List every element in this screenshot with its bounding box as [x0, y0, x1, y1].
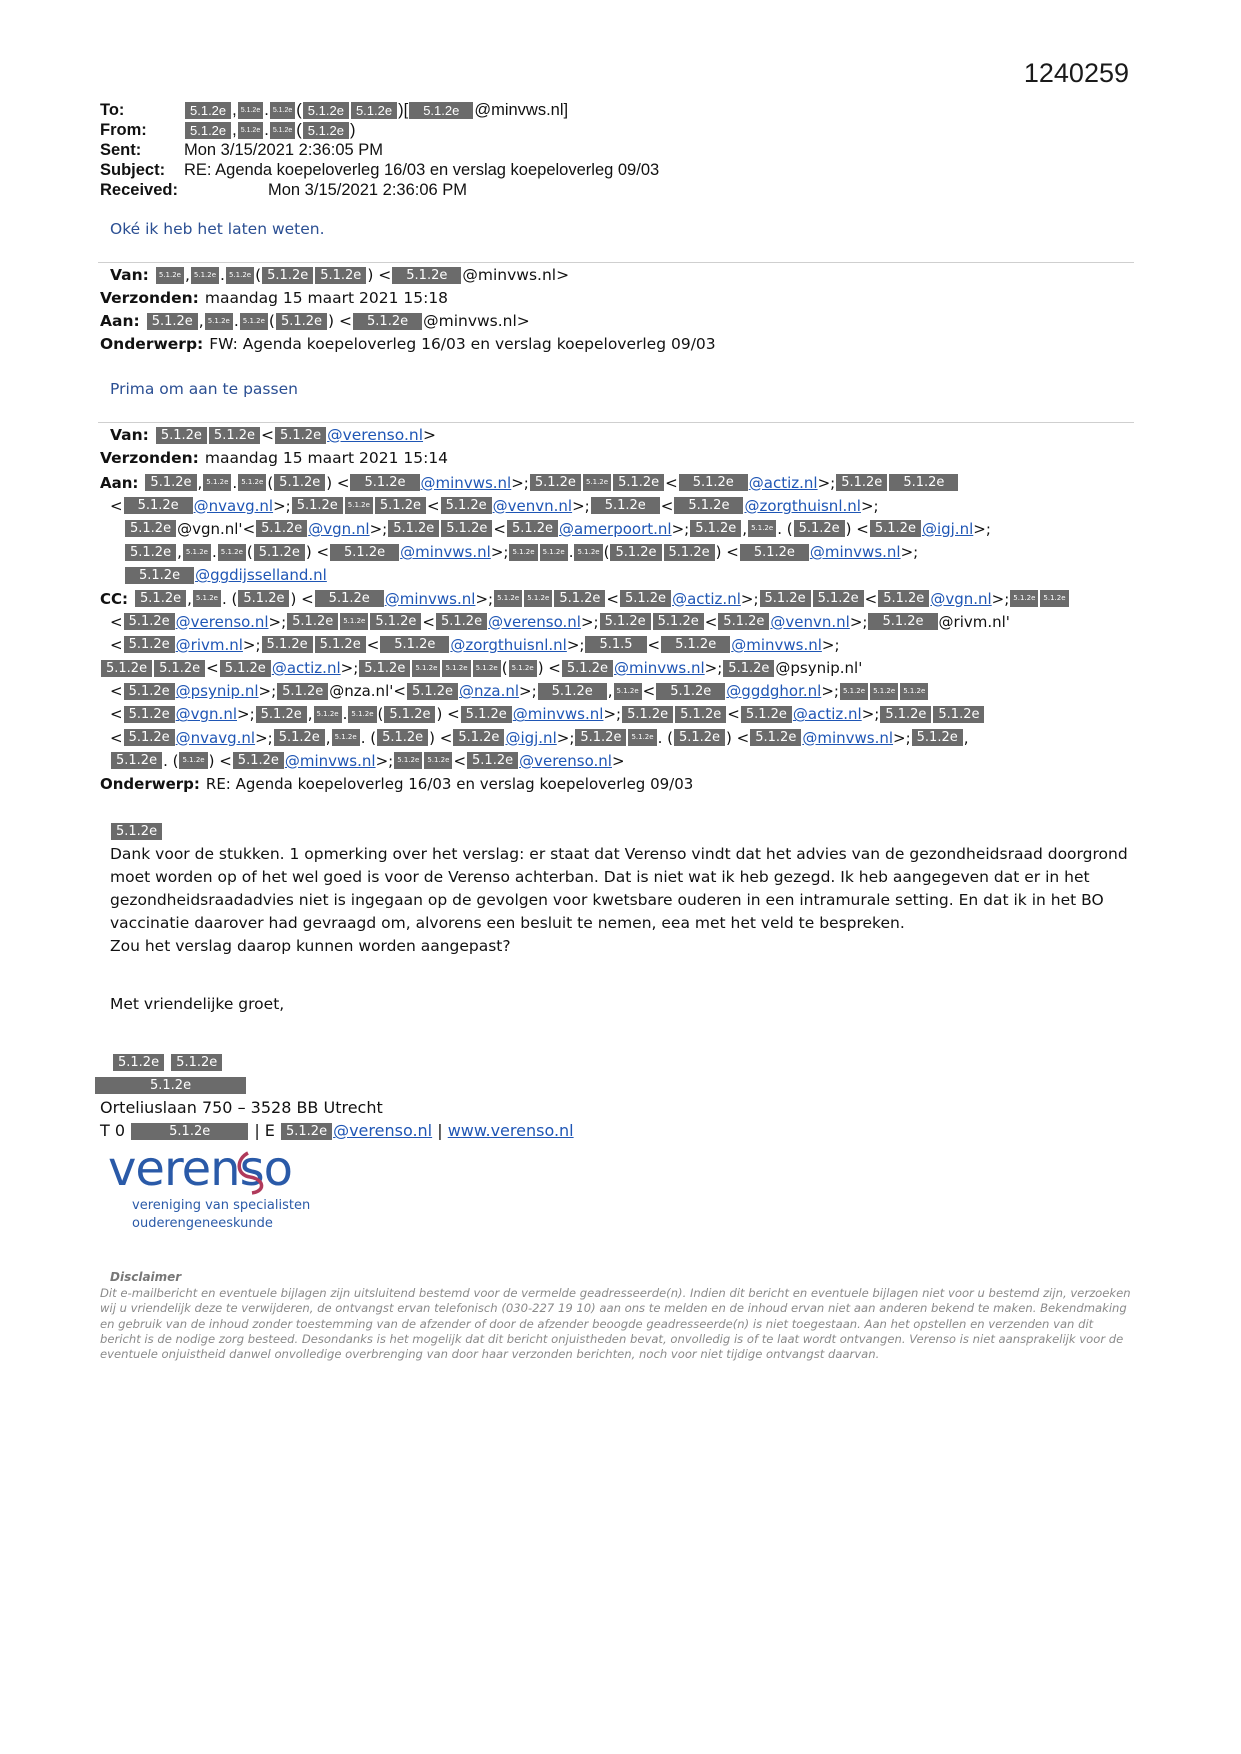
redaction: 5.1.2e: [591, 497, 660, 514]
redaction: 5.1.2e: [156, 427, 207, 444]
redaction: 5.1.2e: [436, 613, 487, 630]
verzonden-value: maandag 15 maart 2021 15:18: [204, 289, 449, 307]
onderwerp-label: Onderwerp:: [100, 775, 200, 794]
redaction: 5.1.2e: [524, 590, 552, 607]
redaction: 5.1.2e: [345, 497, 373, 514]
divider: [98, 422, 1134, 423]
sent-label: Sent:: [100, 141, 142, 159]
redaction: 5.1.2e: [1010, 590, 1038, 607]
email-header: [100, 100, 659, 200]
redaction: 5.1.2e: [145, 474, 196, 491]
redaction: 5.1.2e: [125, 567, 194, 584]
redaction: 5.1.2e: [171, 1054, 222, 1071]
van-domain: @minvws.nl>: [462, 266, 570, 284]
redaction: 5.1.2e: [340, 613, 368, 630]
redaction: 5.1.2e: [154, 660, 205, 677]
email-link[interactable]: @verenso.nl: [175, 612, 269, 631]
van-email-link[interactable]: @verenso.nl: [327, 426, 424, 444]
redaction: 5.1.2e: [262, 636, 313, 653]
email-link[interactable]: @actiz.nl: [792, 705, 862, 724]
redaction: 5.1.2e: [412, 660, 440, 677]
redaction: 5.1.2e: [287, 613, 338, 630]
email-link[interactable]: @verenso.nl: [519, 751, 612, 770]
redaction: 5.1.2e: [281, 1123, 332, 1140]
redaction: 5.1.2e: [303, 102, 349, 119]
redaction: 5.1.2e: [760, 590, 811, 607]
redaction: 5.1.2e: [718, 613, 769, 630]
redaction: 5.1.2e: [509, 660, 537, 677]
redaction: 5.1.2e: [185, 122, 231, 139]
forwarded-header-2: Van: 5.1.2e 5.1.2e < 5.1.2e @verenso.nl > Verzonden: maandag 15 maart 2021 15:14: [100, 424, 448, 470]
redaction: 5.1.2e: [275, 427, 326, 444]
email-link[interactable]: @minvws.nl: [284, 751, 376, 770]
email-link[interactable]: @minvws.nl: [420, 473, 512, 492]
redaction: 5.1.2e: [111, 823, 162, 840]
redaction: 5.1.2e: [613, 474, 664, 491]
redaction: 5.1.2e: [203, 474, 231, 491]
redaction: 5.1.2e: [315, 590, 384, 607]
redaction: 5.1.2e: [574, 544, 602, 561]
redaction: 5.1.2e: [392, 267, 461, 284]
divider: [98, 262, 1134, 263]
redaction: 5.1.2e: [467, 752, 518, 769]
redaction: 5.1.2e: [147, 313, 198, 330]
redaction: 5.1.2e: [540, 544, 568, 561]
redaction: 5.1.2e: [277, 683, 328, 700]
header-from-row: From: 5.1.2e , 5.1.2e . 5.1.2e ( 5.1.2e ): [100, 121, 356, 139]
redaction: 5.1.2e: [380, 636, 449, 653]
redaction: 5.1.2e: [583, 474, 611, 491]
redaction: 5.1.2e: [600, 613, 651, 630]
redaction: 5.1.2e: [674, 729, 725, 746]
subject-value: RE: Agenda koepeloverleg 16/03 en verslag koepeloverleg 09/03: [184, 161, 660, 179]
redaction: 5.1.2e: [191, 267, 219, 284]
email-link[interactable]: @nza.nl: [459, 682, 520, 701]
signature-email-link[interactable]: @verenso.nl: [333, 1121, 433, 1140]
sent-value: Mon 3/15/2021 2:36:05 PM: [184, 141, 384, 159]
redaction: 5.1.2e: [377, 729, 428, 746]
redaction: 5.1.2e: [131, 1123, 248, 1140]
body-greeting: Met vriendelijke groet,: [110, 995, 285, 1013]
aan-label: Aan:: [100, 473, 139, 492]
redaction: 5.1.2e: [370, 613, 421, 630]
redaction: 5.1.2e: [794, 520, 845, 537]
redaction: 5.1.2e: [628, 729, 656, 746]
redaction: 5.1.2e: [111, 752, 162, 769]
email-prefix: | E: [254, 1121, 275, 1140]
disclaimer-title: Disclaimer: [110, 1270, 182, 1284]
redaction: 5.1.2e: [622, 706, 673, 723]
redaction: 5.1.2e: [256, 706, 307, 723]
header-to-row: To: 5.1.2e , 5.1.2e . 5.1.2e ( 5.1.2e 5.1.2e )[ 5.1.2e @minvws.nl]: [100, 101, 569, 119]
aan-domain: @minvws.nl>: [423, 312, 530, 330]
redaction: 5.1.2e: [135, 590, 186, 607]
verenso-logo: [108, 1141, 328, 1233]
body-question: Zou het verslag daarop kunnen worden aangepast?: [110, 937, 511, 955]
redaction: 5.1.2e: [124, 613, 175, 630]
verzonden-value: maandag 15 maart 2021 15:14: [204, 449, 449, 467]
redaction: 5.1.2e: [836, 474, 887, 491]
email-link[interactable]: @rivm.nl: [175, 635, 243, 654]
redaction: 5.1.2e: [424, 752, 452, 769]
redaction: 5.1.2e: [388, 520, 439, 537]
onderwerp-label: Onderwerp:: [100, 335, 204, 353]
redaction: 5.1.2e: [900, 683, 928, 700]
email-plain: @psynip.nl': [775, 659, 863, 678]
redaction: 5.1.2e: [274, 474, 325, 491]
redaction: 5.1.2e: [332, 729, 360, 746]
onderwerp-value: RE: Agenda koepeloverleg 16/03 en verslag koepeloverleg 09/03: [205, 775, 694, 794]
body-paragraph: Dank voor de stukken. 1 opmerking over het verslag: er staat dat Verenso vindt dat het advies van de gezondheidsraad doorgrond moet worden op of het wel goed is voor de Verenso achterban. Dat is niet wat ik heb gezegd. Ik heb aangegeven dat er in het gezondheidsraadadvies niet is ingegaan op de gevolgen voor kwetsbare ouderen in een intramurale setting. En dat ik in het BO vaccinatie daarover had gevraagd om, alvorens een besluit te nemen, eea met het veld te bespreken.: [110, 845, 1128, 932]
email-link[interactable]: @vgn.nl: [308, 519, 370, 538]
email-link[interactable]: @actiz.nl: [748, 473, 818, 492]
email-link[interactable]: @venvn.nl: [492, 496, 573, 515]
redaction: 5.1.2e: [314, 706, 342, 723]
redaction: 5.1.2e: [254, 544, 305, 561]
redaction: 5.1.2e: [679, 474, 748, 491]
redaction: 5.1.2e: [359, 660, 410, 677]
email-plain: @vgn.nl': [177, 519, 243, 538]
reply-text-2: Prima om aan te passen: [110, 380, 298, 398]
redaction: 5.1.2e: [562, 660, 613, 677]
redaction: 5.1.2e: [880, 706, 931, 723]
redaction: 5.1.2e: [238, 474, 266, 491]
received-value: Mon 3/15/2021 2:36:06 PM: [268, 181, 468, 199]
email-link[interactable]: @verenso.nl: [488, 612, 581, 631]
redaction: 5.1.2e: [124, 497, 193, 514]
email-link[interactable]: @nvavg.nl: [193, 496, 274, 515]
logo-tagline-1: vereniging van specialisten: [132, 1198, 311, 1213]
redaction: 5.1.2e: [262, 267, 313, 284]
redaction: 5.1.2e: [509, 544, 537, 561]
van-label: Van:: [110, 266, 149, 284]
to-address-domain: @minvws.nl]: [474, 101, 569, 119]
from-label: From:: [100, 121, 147, 139]
header-received-row: [100, 180, 659, 200]
redaction: 5.1.2e: [95, 1077, 246, 1094]
redaction: 5.1.2e: [664, 544, 715, 561]
redaction: 5.1.2e: [274, 729, 325, 746]
redaction: 5.1.2e: [748, 520, 776, 537]
redaction: 5.1.2e: [256, 520, 307, 537]
redaction: 5.1.2e: [740, 544, 809, 561]
redaction: 5.1.2e: [238, 102, 263, 119]
redaction: 5.1.2e: [620, 590, 671, 607]
redaction: 5.1.2e: [813, 590, 864, 607]
email-link[interactable]: @minvws.nl: [809, 543, 901, 562]
redaction: 5.1.2e: [218, 544, 246, 561]
redaction: 5.1.2e: [156, 267, 184, 284]
email-link[interactable]: @actiz.nl: [271, 659, 341, 678]
forwarded-header-1: Van: 5.1.2e , 5.1.2e . 5.1.2e ( 5.1.2e 5.1.2e ) < 5.1.2e @minvws.nl> Verzonden: maandag 15 maart 2021 15:18 Aan: 5.1.2e , 5.1.2e . 5.1.2e ( 5.1.2e ) < 5.1.2e @minvws.nl> Onderwerp: FW: Agenda koepeloverleg 16/03 en verslag koepeloverleg 09/03: [100, 264, 716, 356]
redaction: 5.1.2e: [238, 590, 289, 607]
redaction: 5.1.2e: [348, 706, 376, 723]
subject-label: Subject:: [100, 161, 166, 179]
signature: [100, 1050, 574, 1142]
email-link[interactable]: @ggdghor.nl: [726, 682, 822, 701]
redaction: 5.1.2e: [183, 544, 211, 561]
email-plain: @nza.nl': [329, 682, 394, 701]
redaction: 5.1.2e: [530, 474, 581, 491]
redaction: 5.1.2e: [185, 102, 231, 119]
redaction: 5.1.2e: [1040, 590, 1068, 607]
reply-text-1: Oké ik heb het laten weten.: [110, 220, 325, 238]
cc-label: CC:: [100, 589, 129, 608]
redaction: 5.1.2e: [494, 590, 522, 607]
redaction: 5.1.2e: [870, 520, 921, 537]
redaction: 5.1.2e: [124, 729, 175, 746]
redaction: 5.1.2e: [933, 706, 984, 723]
received-label: Received:: [100, 181, 178, 199]
redaction: 5.1.2e: [276, 313, 327, 330]
redaction: 5.1.2e: [384, 706, 435, 723]
redaction: 5.1.2e: [315, 636, 366, 653]
redaction: 5.1.2e: [723, 660, 774, 677]
redaction: 5.1.2e: [270, 122, 295, 139]
redaction: 5.1.2e: [124, 683, 175, 700]
redaction: 5.1.2e: [741, 706, 792, 723]
redaction: 5.1.2e: [690, 520, 741, 537]
redaction: 5.1.2e: [179, 752, 207, 769]
redaction: 5.1.2e: [353, 313, 422, 330]
redaction: 5.1.2e: [473, 660, 501, 677]
redaction: 5.1.2e: [575, 729, 626, 746]
redaction: 5.1.2e: [868, 613, 937, 630]
email-link[interactable]: @zorgthuisnl.nl: [744, 496, 861, 515]
redaction-alt: 5.1.5: [585, 636, 646, 653]
redaction: 5.1.2e: [554, 590, 605, 607]
redaction: 5.1.2e: [125, 544, 176, 561]
header-sent-row: [100, 140, 659, 160]
redaction: 5.1.2e: [270, 102, 295, 119]
redaction: 5.1.2e: [661, 636, 730, 653]
redaction: 5.1.2e: [330, 544, 399, 561]
redaction: 5.1.2e: [840, 683, 868, 700]
email-link[interactable]: @ggdijsselland.nl: [195, 566, 327, 585]
redaction: 5.1.2e: [750, 729, 801, 746]
redaction: 5.1.2e: [453, 729, 504, 746]
redaction: 5.1.2e: [101, 660, 152, 677]
email-link[interactable]: @venvn.nl: [770, 612, 850, 631]
redaction: 5.1.2e: [205, 313, 233, 330]
logo-tagline-2: ouderengeneeskunde: [132, 1216, 273, 1231]
redaction: 5.1.2e: [656, 683, 725, 700]
email-link[interactable]: @minvws.nl: [802, 728, 894, 747]
redaction: 5.1.2e: [878, 590, 929, 607]
redaction: 5.1.2e: [912, 729, 963, 746]
email-link[interactable]: @igj.nl: [921, 519, 974, 538]
redaction: 5.1.2e: [351, 102, 397, 119]
redaction: 5.1.2e: [124, 636, 175, 653]
verzonden-label: Verzonden:: [100, 449, 199, 467]
redaction: 5.1.2e: [653, 613, 704, 630]
email-link[interactable]: @minvws.nl: [731, 635, 822, 654]
email-link[interactable]: @minvws.nl: [400, 543, 491, 562]
redaction: 5.1.2e: [220, 660, 271, 677]
onderwerp-value: FW: Agenda koepeloverleg 16/03 en verslag koepeloverleg 09/03: [209, 335, 716, 353]
redaction: 5.1.2e: [674, 497, 743, 514]
email-link[interactable]: @zorgthuisnl.nl: [450, 635, 567, 654]
redaction: 5.1.2e: [441, 520, 492, 537]
disclaimer-text: Dit e-mailbericht en eventuele bijlagen zijn uitsluitend bestemd voor de vermelde geadresseerde(n). Indien dit bericht en eventuele bijlagen niet voor u bestemd zijn, verzoeken wij u vriendelijk deze te verwijderen, de ontvangst ervan telefonisch (030-227 19 10) aan ons te melden en de inhoud ervan niet aan anderen bekend te maken. Bekendmaking en gebruik van de inhoud zonder toestemming van de afzender of door de afzender beoogde geadresseerde(n) is niet toegestaan. Aan het opstellen en verzenden van dit bericht is de nodige zorg besteed. Desondanks is het mogelijk dat dit bericht onjuistheden bevat, onvolledig is of te laat wordt ontvangen. Verenso is niet aansprakelijk voor de eventuele onjuistheid danwel onvolledige overbrenging van door haar verzonden berichten, noch voor niet tijdige ontvangst daarvan.: [100, 1286, 1131, 1362]
redaction: 5.1.2e: [240, 313, 268, 330]
redaction: 5.1.2e: [394, 752, 422, 769]
signature-divider: |: [437, 1121, 443, 1140]
redaction: 5.1.2e: [614, 683, 642, 700]
redaction: 5.1.2e: [233, 752, 284, 769]
message-body: [110, 820, 1140, 1016]
redaction: 5.1.2e: [125, 520, 176, 537]
email-link[interactable]: @psynip.nl: [175, 682, 259, 701]
redaction: 5.1.2e: [507, 520, 558, 537]
redaction: 5.1.2e: [226, 267, 254, 284]
redaction: 5.1.2e: [407, 683, 458, 700]
recipient-list: Aan: 5.1.2e , 5.1.2e . 5.1.2e ( 5.1.2e ) < 5.1.2e @minvws.nl >; 5.1.2e 5.1.2e 5.1.2e < 5.1.2e @actiz.nl >; 5.1.2e 5.1.2e < 5.1.2e @nvavg.nl >; 5.1.2e 5.1.2e 5.1.2e < 5.1.2e @venvn.nl >; 5.1.2e < 5.1.2e @zorgthuisnl.nl >; 5.1.2e @vgn.nl' < 5.1.2e @vgn.nl >; 5.1.2e 5.1.2e < 5.1.2e @amerpoort.nl >; 5.1.2e , 5.1.2e . ( 5.1.2e ) < 5.1.2e @igj.nl >; 5.1.2e , 5.1.2e . 5.1.2e ( 5.1.2e ) < 5.1.2e @minvws.nl >; 5.1.2e 5.1.2e . 5.1.2e ( 5.1.2e 5.1.2e ) < 5.1.2e @minvws.nl >; 5.1.2e @ggdijsselland.nl CC: 5.1.2e , 5.1.2e . ( 5.1.2e ) < 5.1.2e @minvws.nl >; 5.1.2e 5.1.2e 5.1.2e < 5.1.2e @actiz.nl >; 5.1.2e 5.1.2e < 5.1.2e @vgn.nl >; 5.1.2e 5.1.2e < 5.1.2e @verenso.nl >; 5.1.2e 5.1.2e 5.1.2e < 5.1.2e @verenso.nl >; 5.1.2e 5.1.2e < 5.1.2e @venvn.nl >; 5.1.2e @rivm.nl' < 5.1.2e @rivm.nl >; 5.1.2e 5.1.2e < 5.1.2e @zorgthuisnl.nl >; 5.1.5 < 5.1.2e @minvws.nl >; 5.1.2e 5.1.2e < 5.1.2e @actiz.nl >; 5.1.2e 5.1.2e 5.1.2e 5.1.2e ( 5.1.2e ) < 5.1.2e @minvws.nl >; 5.1.2e @psynip.nl' < 5.1.2e @psynip.nl >; 5.1.2e @nza.nl' < 5.1.2e @nza.nl >; 5.1.2e , 5.1.2e < 5.1.2e @ggdghor.nl >; 5.1.2e 5.1.2e 5.1.2e < 5.1.2e @vgn.nl >; 5.1.2e , 5.1.2e . 5.1.2e ( 5.1.2e ) < 5.1.2e @minvws.nl >; 5.1.2e 5.1.2e < 5.1.2e @actiz.nl >; 5.1.2e 5.1.2e < 5.1.2e @nvavg.nl >; 5.1.2e , 5.1.2e . ( 5.1.2e ) < 5.1.2e @igj.nl >; 5.1.2e 5.1.2e . ( 5.1.2e ) < 5.1.2e @minvws.nl >; 5.1.2e , 5.1.2e . ( 5.1.2e ) < 5.1.2e @minvws.nl >; 5.1.2e 5.1.2e < 5.1.2e @verenso.nl > Onderwerp: RE: Agenda koepeloverleg 16/03 en verslag koepeloverleg 09/03: [100, 471, 1140, 796]
email-link[interactable]: @amerpoort.nl: [559, 519, 672, 538]
redaction: 5.1.2e: [292, 497, 343, 514]
redaction: 5.1.2e: [610, 544, 661, 561]
email-link[interactable]: @minvws.nl: [613, 659, 705, 678]
email-link[interactable]: @vgn.nl: [175, 705, 238, 724]
email-plain: @rivm.nl': [938, 612, 1010, 631]
redaction: 5.1.2e: [303, 122, 349, 139]
website-link[interactable]: www.verenso.nl: [447, 1121, 574, 1140]
email-link[interactable]: @minvws.nl: [384, 589, 476, 608]
logo-wordmark: verenso: [108, 1141, 292, 1197]
email-link[interactable]: @minvws.nl: [512, 705, 604, 724]
header-subject-row: [100, 160, 659, 180]
redaction: 5.1.2e: [193, 590, 221, 607]
email-link[interactable]: @igj.nl: [505, 728, 557, 747]
redaction: 5.1.2e: [209, 427, 260, 444]
redaction: 5.1.2e: [442, 660, 470, 677]
redaction: 5.1.2e: [315, 267, 366, 284]
redaction: 5.1.2e: [350, 474, 419, 491]
van-label: Van:: [110, 426, 149, 444]
redaction: 5.1.2e: [409, 102, 473, 119]
email-link[interactable]: @nvavg.nl: [175, 728, 256, 747]
email-link[interactable]: @vgn.nl: [930, 589, 992, 608]
redaction: 5.1.2e: [889, 474, 958, 491]
phone-prefix: T 0: [100, 1121, 126, 1140]
email-link[interactable]: @actiz.nl: [672, 589, 741, 608]
aan-label: Aan:: [100, 312, 140, 330]
redaction: 5.1.2e: [461, 706, 512, 723]
redaction: 5.1.2e: [538, 683, 607, 700]
signature-address: Orteliuslaan 750 – 3528 BB Utrecht: [100, 1098, 383, 1117]
to-label: To:: [100, 101, 125, 119]
verzonden-label: Verzonden:: [100, 289, 199, 307]
document-id: 1240259: [1023, 58, 1129, 88]
redaction: 5.1.2e: [113, 1054, 164, 1071]
redaction: 5.1.2e: [375, 497, 426, 514]
redaction: 5.1.2e: [675, 706, 726, 723]
redaction: 5.1.2e: [124, 706, 175, 723]
redaction: 5.1.2e: [870, 683, 898, 700]
redaction: 5.1.2e: [238, 122, 263, 139]
redaction: 5.1.2e: [441, 497, 492, 514]
